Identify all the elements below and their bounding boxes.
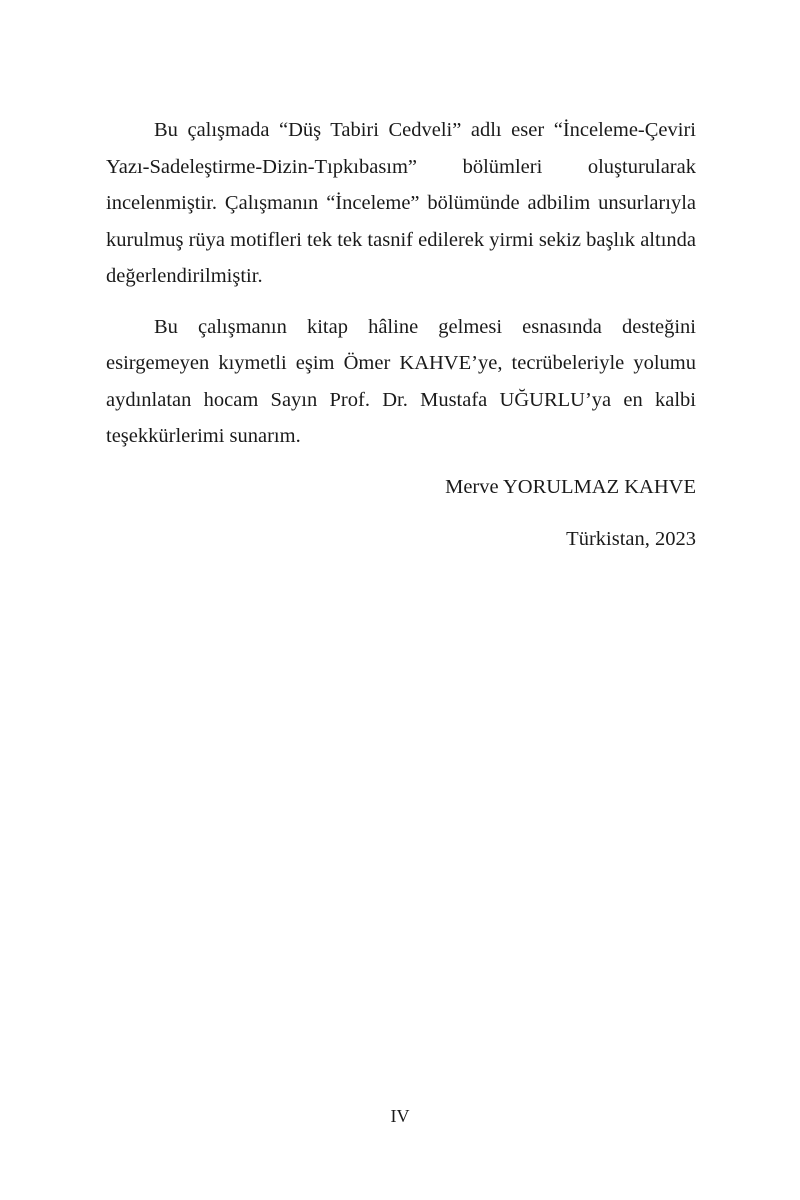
place-date: Türkistan, 2023	[566, 528, 696, 550]
author-signature: Merve YORULMAZ KAHVE	[445, 475, 696, 498]
page-number: IV	[390, 1106, 410, 1126]
paragraph-acknowledgement: Bu çalışmanın kitap hâline gelmesi esnasında desteğini esirgemeyen kıymetli eşim Ömer KAHVE’ye, tecrübeleriyle yolumu aydınlatan hocam Sayın Prof. Dr. Mustafa UĞURLU’ya en kalbi teşekkürlerimi sunarım.	[106, 315, 696, 447]
paragraph-study-summary: Bu çalışmada “Düş Tabiri Cedveli” adlı eser “İnceleme-Çeviri Yazı-Sadeleştirme-Dizin-Tıpkıbasım” bölümleri oluşturularak incelenmiştir. Çalışmanın “İnceleme” bölümünde adbilim unsurlarıyla kurulmuş rüya motifleri tek tek tasnif edilerek yirmi sekiz başlık altında değerlendirilmiştir.	[106, 119, 696, 287]
body-text	[106, 112, 696, 558]
